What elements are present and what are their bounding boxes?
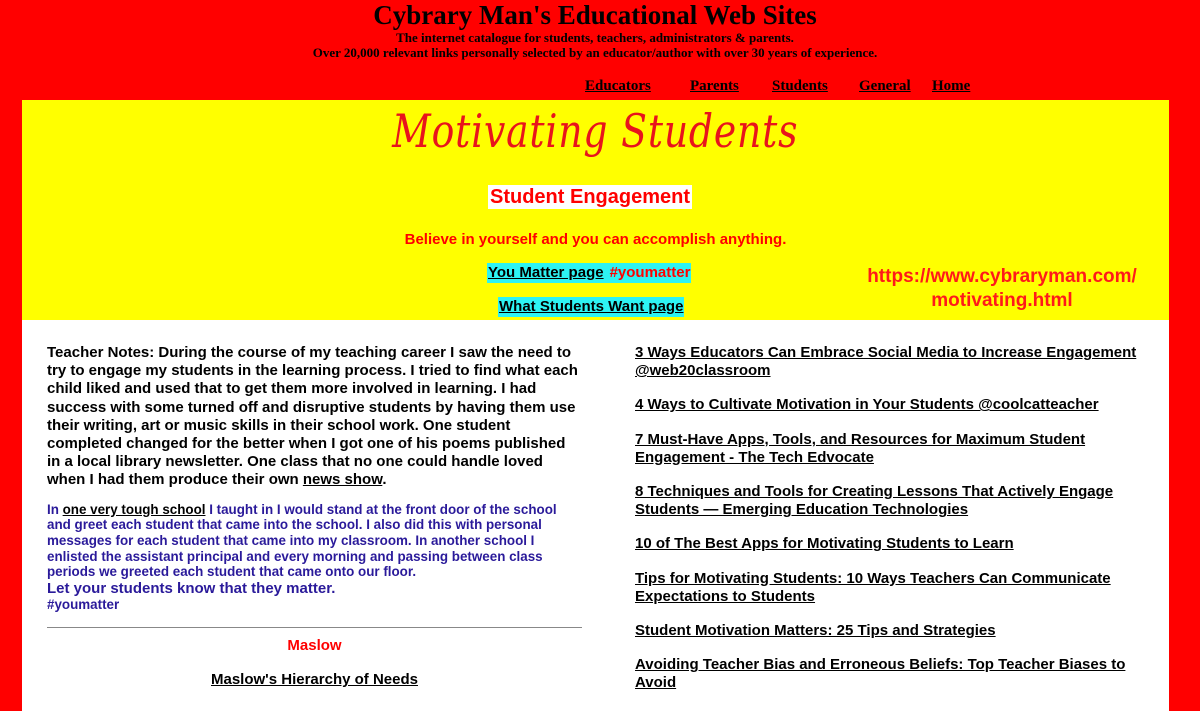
resource-link[interactable]: 4 Ways to Cultivate Motivation in Your Students @coolcatteacher xyxy=(635,396,1099,414)
tough-school-link[interactable]: one very tough school xyxy=(62,501,206,517)
resource-link[interactable]: 7 Must-Have Apps, Tools, and Resources for Maximum Student Engagement - The Tech Edvocate xyxy=(635,430,1086,466)
tough-text: I taught in I would stand at the front door of the school and greet each student that came into the school. I also did this with personal messages for each student that came into my classroom. In another school I enlisted the assistant principal and every morning and passing between class periods we greeted each student that came onto our floor. xyxy=(47,501,557,580)
what-students-want-box xyxy=(498,297,684,317)
main-content xyxy=(22,320,1169,711)
list-item xyxy=(635,570,1155,606)
believe-quote: Believe in yourself and you can accomplish anything. xyxy=(404,231,787,248)
right-column xyxy=(635,344,1155,709)
site-subtitle-1: The internet catalogue for students, teachers, administrators & parents. xyxy=(396,30,794,45)
let-students-know: Let your students know that they matter. xyxy=(47,580,336,598)
you-matter-link[interactable]: You Matter page xyxy=(488,264,604,281)
nav-link-home[interactable]: Home xyxy=(932,78,971,94)
list-item xyxy=(635,535,1155,553)
tough-prefix: In xyxy=(47,501,63,517)
list-item xyxy=(635,344,1155,380)
news-show-link[interactable]: news show xyxy=(302,471,383,489)
tough-school-paragraph xyxy=(47,502,582,581)
teacher-notes xyxy=(47,344,582,490)
youmatter-hashtag: #youmatter xyxy=(609,264,691,281)
site-title: Cybrary Man's Educational Web Sites xyxy=(373,0,817,30)
page-url-line-1: https://www.cybraryman.com/ xyxy=(867,266,1137,287)
left-column xyxy=(47,344,582,689)
youmatter-tag: #youmatter xyxy=(47,597,120,613)
nav-link-parents[interactable]: Parents xyxy=(690,78,739,94)
nav-link-students[interactable]: Students xyxy=(772,78,828,94)
you-matter-box xyxy=(487,263,691,283)
resource-link-list xyxy=(635,344,1155,693)
teacher-notes-end: . xyxy=(382,471,387,489)
top-nav xyxy=(0,78,1200,98)
teacher-notes-text: Teacher Notes: During the course of my teaching career I saw the need to try to engage my students in the learning process. I tried to find what each child liked and used that to get them more involved in learning. I had success with some turned off and disruptive students by having them use their writing, art or music skills in their school work. One student completed changed for the better when I got one of his poems published in a local library newsletter. One class that no one could handle loved when I had them produce their own xyxy=(47,344,578,489)
page-url-line-2: motivating.html xyxy=(931,290,1073,311)
list-item xyxy=(635,656,1155,692)
page-url-note xyxy=(842,265,1162,313)
section-divider xyxy=(47,627,582,628)
nav-link-general[interactable]: General xyxy=(859,78,911,94)
maslow-link-row xyxy=(47,671,582,689)
what-students-want-link[interactable]: What Students Want page xyxy=(499,298,684,315)
student-engagement-heading: Student Engagement xyxy=(490,186,691,208)
nav-link-educators[interactable]: Educators xyxy=(585,78,651,94)
resource-link[interactable]: Avoiding Teacher Bias and Erroneous Beliefs: Top Teacher Biases to Avoid xyxy=(635,656,1126,692)
list-item xyxy=(635,483,1155,519)
resource-link[interactable]: 8 Techniques and Tools for Creating Lessons That Actively Engage Students — Emerging Education Technologies xyxy=(635,483,1114,519)
maslow-hierarchy-link[interactable]: Maslow's Hierarchy of Needs xyxy=(211,671,418,689)
banner xyxy=(22,100,1169,320)
resource-link[interactable]: 3 Ways Educators Can Embrace Social Media to Increase Engagement @web20classroom xyxy=(635,344,1137,380)
maslow-heading: Maslow xyxy=(287,637,342,655)
list-item xyxy=(635,396,1155,414)
resource-link[interactable]: Tips for Motivating Students: 10 Ways Teachers Can Communicate Expectations to Students xyxy=(635,569,1111,605)
resource-link[interactable]: Student Motivation Matters: 25 Tips and Strategies xyxy=(635,622,996,640)
resource-link[interactable]: 10 of The Best Apps for Motivating Students to Learn xyxy=(635,535,1014,553)
page-title: Motivating Students xyxy=(392,104,799,158)
list-item xyxy=(635,431,1155,467)
site-subtitle-2: Over 20,000 relevant links personally selected by an educator/author with over 30 years of experience. xyxy=(312,45,878,60)
list-item xyxy=(635,622,1155,640)
